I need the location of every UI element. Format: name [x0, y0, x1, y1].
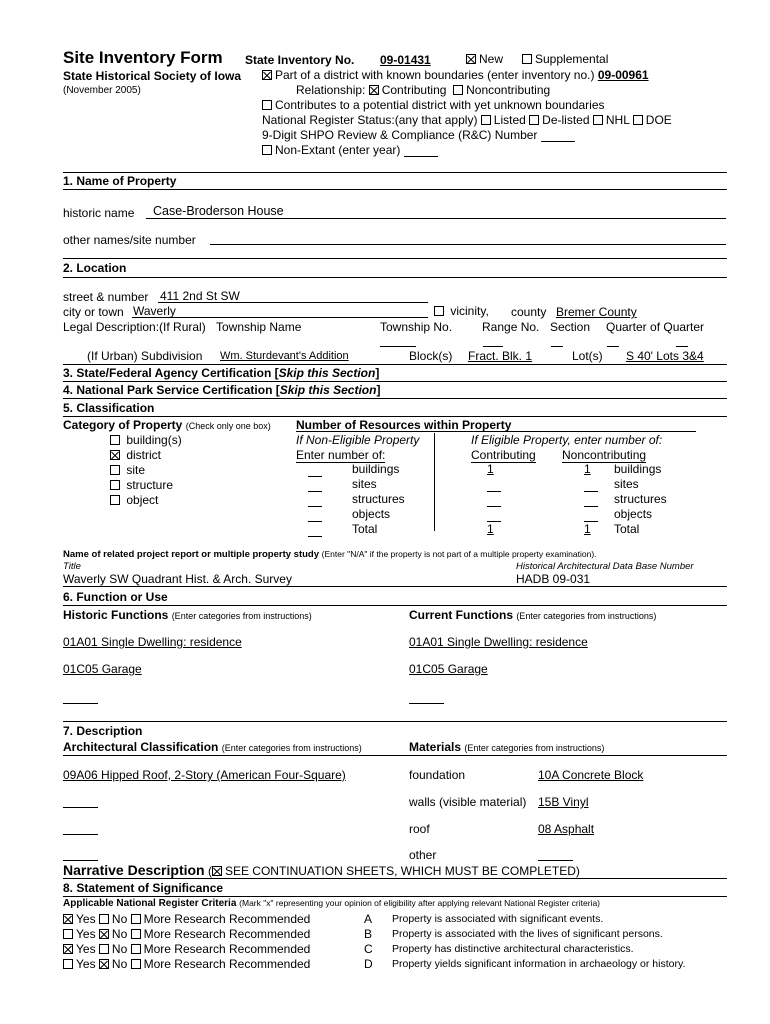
lot-field[interactable]: S 40' Lots 3&4 — [626, 349, 704, 363]
resource-type-sites: sites — [352, 477, 377, 491]
delisted-checkbox[interactable] — [529, 115, 539, 125]
relationship-row: Relationship: Contributing Noncontributing — [296, 83, 551, 97]
form-date: (November 2005) — [63, 85, 141, 96]
resources-heading: Number of Resources within Property — [296, 418, 512, 432]
elig-type-structures: structures — [614, 492, 667, 506]
district-checkbox[interactable] — [110, 450, 120, 460]
criteria-label: Applicable National Register Criteria (Mark "x" representing your opinion of eligibility after applying relevant National Register criteria) — [63, 898, 601, 909]
category-building[interactable]: building(s) — [110, 433, 182, 447]
arch-classification-2[interactable] — [63, 807, 98, 808]
resources-heading-line — [296, 431, 696, 432]
category-object[interactable]: object — [110, 493, 158, 507]
related-study-title-field[interactable]: Waverly SW Quadrant Hist. & Arch. Survey — [63, 572, 292, 586]
township-no-label: Township No. — [380, 320, 453, 334]
section8-heading: 8. Statement of Significance — [63, 881, 224, 895]
criteria-c-more-checkbox[interactable] — [131, 944, 141, 954]
contrib-total-field[interactable]: 1 — [487, 522, 494, 536]
new-checkbox[interactable] — [466, 54, 476, 64]
subdivision-field[interactable]: Wm. Sturdevant's Addition — [220, 350, 349, 362]
part-of-district-option[interactable]: Part of a district with known boundaries (enter inventory no.) 09-00961 — [262, 68, 649, 82]
society-name: State Historical Society of Iowa — [63, 69, 242, 83]
vicinity-option[interactable]: vicinity, — [434, 304, 489, 318]
criteria-b-more-checkbox[interactable] — [131, 929, 141, 939]
street-label: street & number — [63, 290, 149, 304]
block-label: Block(s) — [409, 349, 453, 363]
city-line — [132, 317, 428, 318]
criteria-a-text: Property is associated with significant events. — [392, 913, 604, 925]
criteria-row-b: Yes No More Research Recommended — [63, 927, 310, 941]
shpo-field[interactable] — [541, 130, 575, 142]
elig-type-total: Total — [614, 522, 640, 536]
criteria-a-yes-checkbox[interactable] — [63, 914, 73, 924]
criteria-a-more-checkbox[interactable] — [131, 914, 141, 924]
contributing-header: Contributing — [471, 448, 536, 462]
other-material-label: other — [409, 848, 437, 862]
supplemental-checkbox[interactable] — [522, 54, 532, 64]
township-no-field[interactable] — [380, 346, 416, 347]
city-field[interactable]: Waverly — [133, 304, 176, 318]
historic-name-field[interactable]: Case-Broderson House — [153, 204, 284, 218]
eligible-label: If Eligible Property, enter number of: — [471, 433, 663, 447]
criteria-row-d: Yes No More Research Recommended — [63, 957, 310, 971]
title-label: Title — [63, 561, 81, 572]
divider — [63, 416, 727, 417]
criteria-d-no-checkbox[interactable] — [99, 959, 109, 969]
county-label: county — [511, 305, 547, 319]
structure-checkbox[interactable] — [110, 480, 120, 490]
criteria-b-letter: B — [364, 927, 373, 941]
historic-functions-label: Historic Functions (Enter categories from instructions) — [63, 608, 312, 622]
lot-label: Lot(s) — [572, 349, 603, 363]
noncontrib-total-field[interactable]: 1 — [584, 522, 591, 536]
resource-type-buildings: buildings — [352, 462, 400, 476]
divider — [63, 398, 727, 399]
contrib-buildings-field[interactable]: 1 — [487, 462, 494, 476]
noncontrib-structures-field[interactable] — [584, 506, 598, 507]
divider — [63, 755, 727, 756]
district-number[interactable]: 09-00961 — [597, 68, 649, 82]
nhl-checkbox[interactable] — [593, 115, 603, 125]
other-material-field[interactable] — [538, 860, 573, 861]
other-names-label: other names/site number — [63, 233, 196, 247]
noncontrib-sites-field[interactable] — [584, 491, 598, 492]
form-title: Site Inventory Form — [63, 48, 223, 67]
divider — [63, 172, 727, 173]
hadb-label: Historical Architectural Data Base Number — [516, 561, 694, 572]
elig-type-objects: objects — [614, 507, 653, 521]
of-quarter-field[interactable] — [676, 346, 688, 347]
contributes-potential-option[interactable]: Contributes to a potential district with yet unknown boundaries — [262, 98, 605, 112]
roof-label: roof — [409, 822, 430, 836]
non-eligible-label: If Non-Eligible Property — [296, 433, 420, 447]
criteria-b-yes-checkbox[interactable] — [63, 929, 73, 939]
criteria-a-letter: A — [364, 912, 373, 926]
category-structure[interactable]: structure — [110, 478, 173, 492]
section1-heading: 1. Name of Property — [63, 174, 177, 188]
category-district[interactable]: district — [110, 448, 161, 462]
urban-subdivision-label: (If Urban) Subdivision — [87, 349, 203, 363]
foundation-field[interactable]: 10A Concrete Block — [538, 768, 644, 782]
non-extant-checkbox[interactable] — [262, 145, 272, 155]
current-function-2[interactable]: 01C05 Garage — [409, 662, 488, 676]
section7-heading: 7. Description — [63, 724, 143, 738]
section4-heading: 4. National Park Service Certification [Skip this Section] — [63, 383, 381, 397]
noncontributing-checkbox[interactable] — [453, 85, 463, 95]
criteria-b-text: Property is associated with the lives of significant persons. — [392, 928, 663, 940]
quarter-field[interactable] — [607, 346, 619, 347]
divider — [63, 878, 727, 879]
divider — [63, 721, 727, 722]
section6-heading: 6. Function or Use — [63, 590, 168, 604]
arch-classification-4[interactable] — [63, 860, 98, 861]
quarter-of-quarter-label: Quarter of Quarter — [606, 320, 705, 334]
section5-heading: 5. Classification — [63, 401, 155, 415]
contributes-potential-checkbox[interactable] — [262, 100, 272, 110]
divider — [63, 364, 727, 365]
nr-status-row: National Register Status:(any that apply) Listed De-listed NHL DOE — [262, 113, 672, 127]
state-inventory-label: State Inventory No. — [245, 53, 355, 67]
street-field[interactable]: 411 2nd St SW — [160, 289, 240, 303]
criteria-d-letter: D — [364, 957, 373, 971]
walls-label: walls (visible material) — [409, 795, 527, 809]
noneligible-buildings-field[interactable] — [308, 476, 322, 477]
materials-label: Materials (Enter categories from instructions) — [409, 740, 605, 754]
site-checkbox[interactable] — [110, 465, 120, 475]
noneligible-sites-field[interactable] — [308, 491, 322, 492]
building-checkbox[interactable] — [110, 435, 120, 445]
criteria-a-no-checkbox[interactable] — [99, 914, 109, 924]
divider — [63, 896, 727, 897]
historic-function-1[interactable]: 01A01 Single Dwelling: residence — [63, 635, 242, 649]
other-names-field[interactable] — [210, 244, 726, 245]
section2-heading: 2. Location — [63, 261, 127, 275]
legal-description-label: Legal Description:(If Rural) — [63, 320, 206, 334]
divider — [63, 586, 727, 587]
arch-classification-1[interactable]: 09A06 Hipped Roof, 2-Story (American Four-Square) — [63, 768, 346, 782]
section-label: Section — [550, 320, 591, 334]
divider — [63, 189, 727, 190]
supplemental-option[interactable]: Supplemental — [522, 52, 608, 66]
criteria-row-a: Yes No More Research Recommended — [63, 912, 310, 926]
noneligible-structures-field[interactable] — [308, 506, 322, 507]
divider — [63, 258, 727, 259]
arch-classification-label: Architectural Classification (Enter categories from instructions) — [63, 740, 362, 754]
foundation-label: foundation — [409, 768, 466, 782]
criteria-d-text: Property yields significant information in archaeology or history. — [392, 958, 686, 970]
walls-field[interactable]: 15B Vinyl — [538, 795, 589, 809]
current-function-3[interactable] — [409, 703, 444, 704]
hadb-number-field[interactable]: HADB 09-031 — [516, 572, 591, 586]
criteria-c-text: Property has distinctive architectural characteristics. — [392, 943, 634, 955]
criteria-d-more-checkbox[interactable] — [131, 959, 141, 969]
criteria-row-c: Yes No More Research Recommended — [63, 942, 310, 956]
roof-field[interactable]: 08 Asphalt — [538, 822, 595, 836]
historic-function-2[interactable]: 01C05 Garage — [63, 662, 142, 676]
noneligible-objects-field[interactable] — [308, 521, 322, 522]
current-functions-label: Current Functions (Enter categories from instructions) — [409, 608, 657, 622]
category-site[interactable]: site — [110, 463, 145, 477]
state-inventory-number[interactable]: 09-01431 — [380, 53, 431, 67]
elig-type-sites: sites — [614, 477, 639, 491]
noncontributing-header: Noncontributing — [562, 448, 647, 462]
contrib-structures-field[interactable] — [487, 506, 501, 507]
historic-function-3[interactable] — [63, 703, 98, 704]
noneligible-total-field[interactable] — [308, 536, 322, 537]
range-no-label: Range No. — [482, 320, 540, 334]
skip-section4-link[interactable]: Skip this Section — [279, 383, 377, 397]
category-label-row: Category of Property (Check only one box) — [63, 418, 271, 432]
county-field[interactable]: Bremer County — [556, 305, 637, 319]
doe-checkbox[interactable] — [633, 115, 643, 125]
criteria-c-no-checkbox[interactable] — [99, 944, 109, 954]
elig-type-buildings: buildings — [614, 462, 662, 476]
divider — [63, 277, 727, 278]
criteria-d-yes-checkbox[interactable] — [63, 959, 73, 969]
contributing-checkbox[interactable] — [369, 85, 379, 95]
resource-type-objects: objects — [352, 507, 391, 521]
section3-heading: 3. State/Federal Agency Certification [Skip this Section] — [63, 366, 380, 380]
criteria-b-no-checkbox[interactable] — [99, 929, 109, 939]
non-extant-option[interactable]: Non-Extant (enter year) — [262, 143, 438, 157]
block-field[interactable]: Fract. Blk. 1 — [468, 349, 533, 363]
enter-number-label: Enter number of: — [296, 448, 386, 462]
noncontrib-buildings-field[interactable]: 1 — [584, 462, 591, 476]
new-option[interactable]: New — [466, 52, 503, 66]
narrative-description-row: Narrative Description ( SEE CONTINUATION SHEETS, WHICH MUST BE COMPLETED) — [63, 862, 580, 878]
object-checkbox[interactable] — [110, 495, 120, 505]
resource-type-structures: structures — [352, 492, 405, 506]
listed-checkbox[interactable] — [481, 115, 491, 125]
resource-type-total: Total — [352, 522, 378, 536]
range-no-field[interactable] — [483, 346, 503, 347]
vicinity-checkbox[interactable] — [434, 306, 444, 316]
section-field[interactable] — [551, 346, 563, 347]
criteria-c-yes-checkbox[interactable] — [63, 944, 73, 954]
current-function-1[interactable]: 01A01 Single Dwelling: residence — [409, 635, 588, 649]
narrative-checkbox[interactable] — [212, 866, 222, 876]
skip-section3-link[interactable]: Skip this Section — [278, 366, 376, 380]
criteria-c-letter: C — [364, 942, 373, 956]
historic-name-line — [146, 218, 726, 219]
non-extant-year-field[interactable] — [404, 145, 438, 157]
part-of-district-checkbox[interactable] — [262, 70, 272, 80]
contrib-sites-field[interactable] — [487, 491, 501, 492]
city-label: city or town — [63, 305, 124, 319]
column-divider — [434, 433, 435, 531]
shpo-row: 9-Digit SHPO Review & Compliance (R&C) Number — [262, 128, 575, 142]
township-name-label: Township Name — [216, 320, 302, 334]
arch-classification-3[interactable] — [63, 834, 98, 835]
historic-name-label: historic name — [63, 206, 135, 220]
divider — [63, 605, 727, 606]
divider — [63, 381, 727, 382]
related-study-label: Name of related project report or multiple property study (Enter "N/A" if the property is not part of a multiple property examination). — [63, 549, 597, 560]
